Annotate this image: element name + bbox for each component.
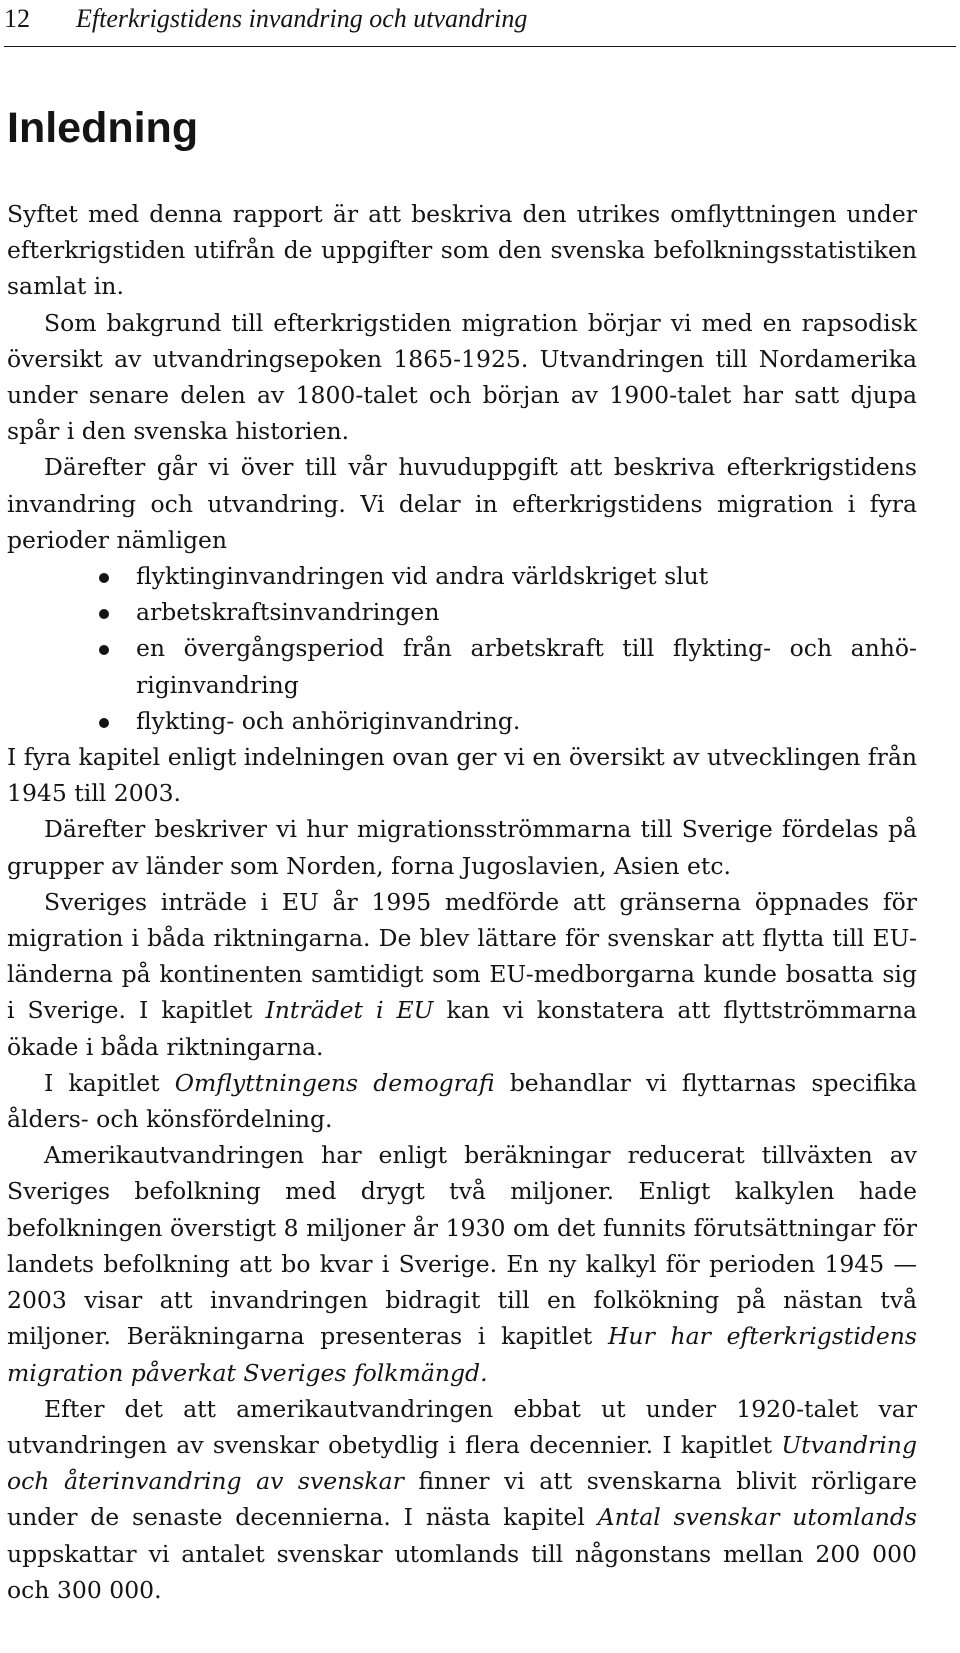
period-list	[7, 558, 917, 739]
page-number: 12	[4, 4, 30, 33]
chapter-reference: Utvandring och återinvandring av svenskar	[7, 1430, 917, 1496]
text-run: I kapitlet	[44, 1068, 175, 1097]
bullet-icon	[99, 718, 109, 728]
text-run: Sveriges inträde i EU år 1995 medförde att gränserna öppnades för migration i båda riktningarna. De blev lättare för svenskar att flytta till EU-länderna på kontinenten samtidigt som EU-medborgarna kunde bosatta sig i Sverige. I kapitlet	[7, 887, 917, 1025]
paragraph-population-effect	[7, 1137, 917, 1390]
paragraph-purpose: Syftet med denna rapport är att beskriva den utrikes omflyttningen under efterkrigstiden utifrån de uppgifter som den svenska befolkningsstatistiken samlat in.	[7, 200, 917, 301]
bullet-icon	[99, 573, 109, 583]
list-item-text: flyktinginvandringen vid andra världskriget slut	[136, 562, 709, 591]
list-item-text: en övergångsperiod från arbetskraft till flykting- och anhöriginvandring	[136, 634, 917, 699]
paragraph-emigration	[7, 1391, 917, 1608]
list-item-text: arbetskraftsinvandringen	[136, 598, 440, 627]
list-item-text: flykting- och anhöriginvandring.	[136, 706, 521, 735]
paragraph-country-groups: Därefter beskriver vi hur migrationsströmmarna till Sverige fördelas på grupper av länder som Norden, forna Jugoslavien, Asien etc.	[7, 815, 917, 880]
body-text	[7, 196, 917, 1608]
list-item	[7, 594, 917, 630]
chapter-title: Inledning	[7, 104, 199, 152]
text-run: finner vi att svenskarna blivit rörligare under de senaste decennierna. I nästa kapitel	[7, 1467, 917, 1532]
chapter-reference: Hur har efterkrigstidens migration påverkat Sveriges folkmängd.	[7, 1322, 917, 1387]
running-title: Efterkrigstidens invandring och utvandring	[76, 4, 528, 33]
text-run: Efter det att amerikautvandringen ebbat ut under 1920-talet var utvandringen av svenskar obetydlig i flera decennier. I kapitlet	[7, 1394, 917, 1459]
bullet-icon	[99, 645, 109, 655]
list-item	[7, 703, 917, 739]
bullet-icon	[99, 609, 109, 619]
text-run: Amerikautvandringen har enligt beräkningar reducerat tillväxten av Sveriges befolkning med drygt två miljoner. Enligt kalkylen hade befolkningen överstigt 8 miljoner år 1930 om det funnits förutsättningar för landets befolkning att bo kvar i Sverige. En ny kalkyl för perioden 1945 — 2003 visar att invandringen bidragit till en folkökning på nästan två miljoner. Beräkningarna presenteras i kapitlet	[7, 1141, 917, 1351]
text-run: uppskattar vi antalet svenskar utomlands till någonstans mellan 200 000 och 300 000.	[7, 1539, 917, 1604]
paragraph-demography	[7, 1065, 917, 1137]
chapter-reference: Omflyttningens demografi	[174, 1068, 495, 1097]
text-run: kan vi konstatera att flyttströmmarna ökade i båda riktningarna.	[7, 996, 917, 1061]
chapter-reference: Inträdet i EU	[265, 996, 434, 1025]
paragraph-overview: I fyra kapitel enligt indelningen ovan ger vi en översikt av utvecklingen från 1945 till 2003.	[7, 743, 917, 808]
running-header	[4, 0, 956, 47]
paragraph-eu	[7, 884, 917, 1065]
text-run: behandlar vi flyttarnas specifika ålders- och könsfördelning.	[7, 1068, 918, 1134]
chapter-reference: Antal svenskar utomlands	[597, 1503, 917, 1532]
paragraph-main-task: Därefter går vi över till vår huvuduppgift att beskriva efterkrigstidens invandring och utvandring. Vi delar in efterkrigstidens migration i fyra perioder nämligen	[7, 453, 917, 554]
paragraph-background: Som bakgrund till efterkrigstiden migration börjar vi med en rapsodisk översikt av utvandringsepoken 1865-1925. Utvandringen till Nordamerika under senare delen av 1800-talet och början av 1900-talet har satt djupa spår i den svenska historien.	[7, 308, 917, 446]
list-item	[7, 558, 917, 594]
list-item	[7, 630, 917, 702]
